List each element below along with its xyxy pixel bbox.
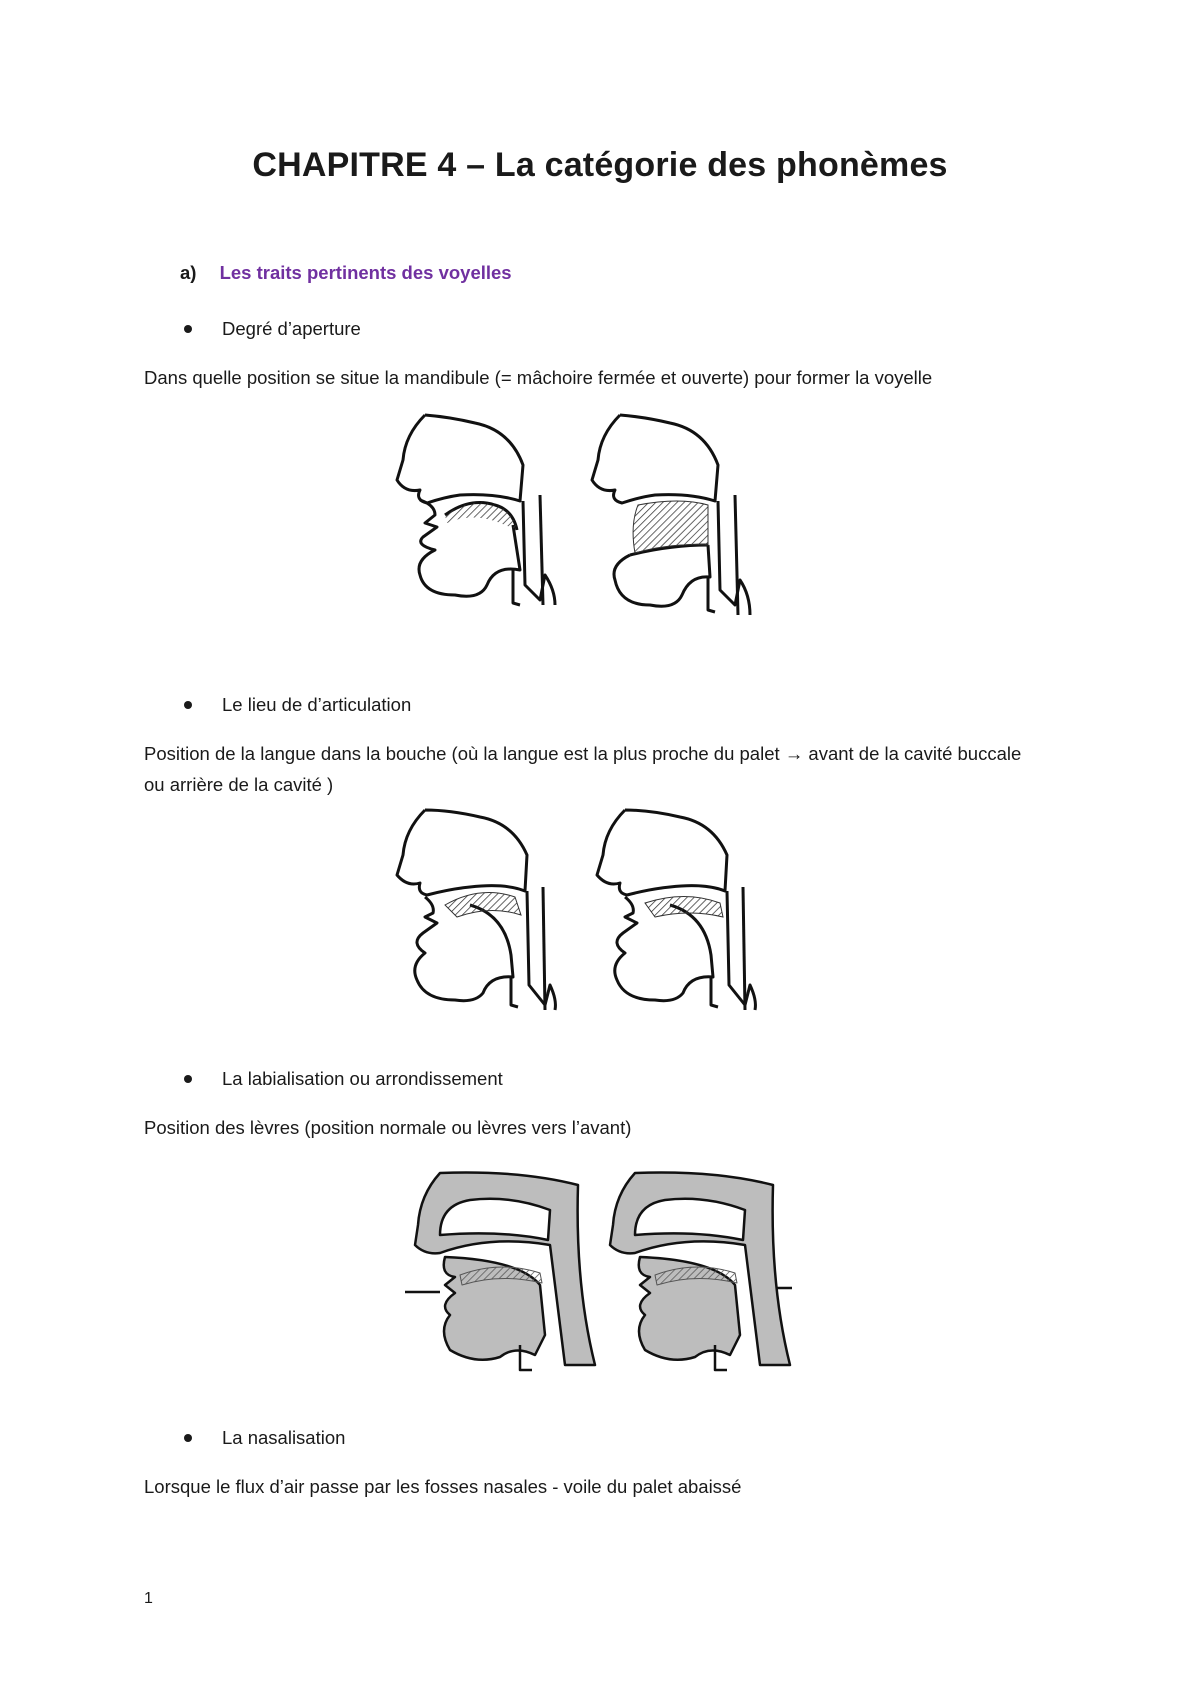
bullet-label: La nasalisation [222,1427,346,1448]
bullet-dot-icon [184,1075,192,1083]
bullet-item-nasalization [180,1427,345,1449]
section-heading [180,262,512,284]
vocal-tract-diagram-icon [395,405,765,630]
bullet-dot-icon [184,701,192,709]
bullet-item-articulation [180,694,411,716]
section-letter: a) [180,262,197,283]
bullet-dot-icon [184,325,192,333]
bullet-label: Le lieu de d’articulation [222,694,412,715]
paragraph-aperture: Dans quelle position se situe la mandibule (= mâchoire fermée et ouverte) pour former la voyelle [144,367,933,388]
bullet-label: La labialisation ou arrondissement [222,1068,503,1089]
vocal-tract-diagram-shaded-icon [400,1165,800,1380]
paragraph-nasalization: Lorsque le flux d’air passe par les fosses nasales - voile du palet abaissé [144,1476,742,1497]
bullet-dot-icon [184,1434,192,1442]
aperture-diagram [395,405,765,630]
bullet-item-labialization [180,1068,503,1090]
bullet-item-aperture [180,318,361,340]
articulation-place-diagram [395,805,795,1015]
paragraph-labialization: Position des lèvres (position normale ou lèvres vers l’avant) [144,1117,632,1138]
bullet-label: Degré d’aperture [222,318,361,339]
labialization-diagram [400,1165,800,1380]
vocal-tract-diagram-icon [395,805,795,1015]
page-number: 1 [144,1590,153,1607]
section-label: Les traits pertinents des voyelles [219,262,512,283]
page-title: CHAPITRE 4 – La catégorie des phonèmes [252,146,948,184]
paragraph-articulation: Position de la langue dans la bouche (où la langue est la plus proche du palet → avant de la cavité buccale ou arrière de la cavité ) [144,743,1022,795]
